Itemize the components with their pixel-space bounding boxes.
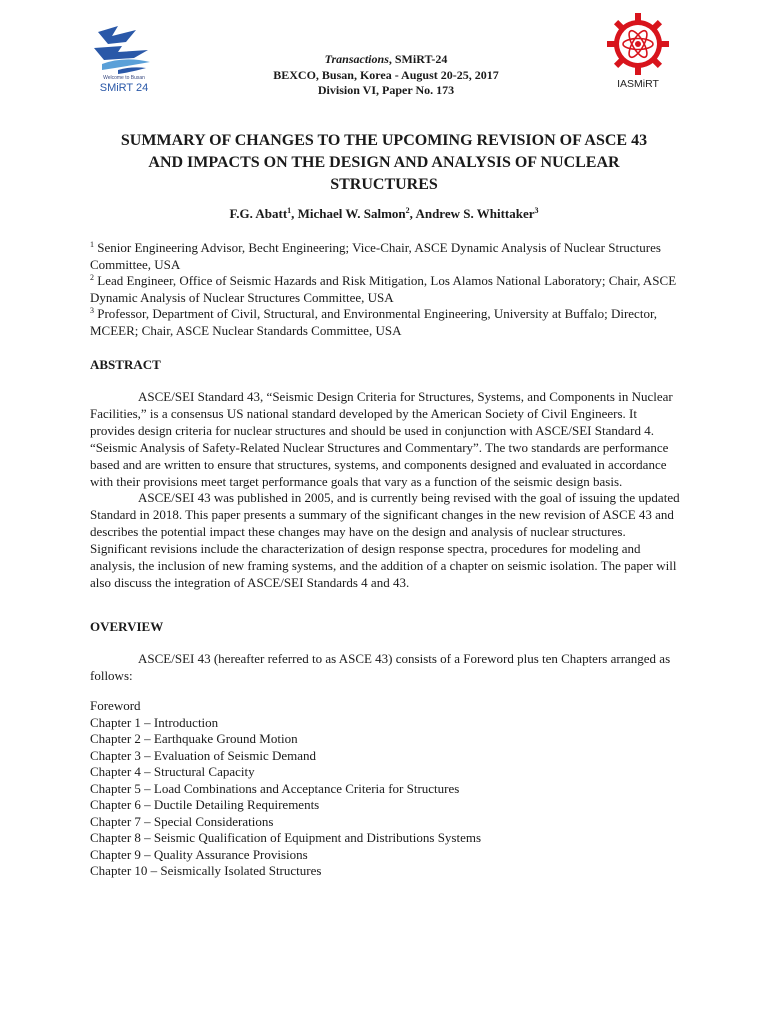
author-separator: , bbox=[291, 206, 298, 221]
title-line: SUMMARY OF CHANGES TO THE UPCOMING REVISION OF ASCE 43 bbox=[120, 132, 648, 149]
chapter-list-item: Foreword bbox=[90, 698, 141, 713]
conference-division: Division VI, Paper No. 173 bbox=[317, 83, 455, 97]
chapter-list bbox=[90, 698, 682, 880]
chapter-list-item: Chapter 4 – Structural Capacity bbox=[90, 764, 255, 780]
chapter-list-item: Chapter 8 – Seismic Qualification of Equipment and Distributions Systems bbox=[90, 830, 482, 846]
atom-gear-emblem-icon bbox=[606, 12, 670, 76]
author-separator: , bbox=[409, 206, 416, 221]
abstract-body bbox=[90, 389, 682, 592]
affiliation-mark: 3 bbox=[90, 306, 94, 315]
logo-name: SMiRT 24 bbox=[99, 82, 149, 94]
affiliation-item bbox=[90, 273, 690, 306]
overview-intro: ASCE/SEI 43 (hereafter referred to as ASCE 43) consists of a Foreword plus ten Chapters arranged as follows: bbox=[90, 651, 671, 683]
chapter-list-item: Chapter 7 – Special Considerations bbox=[90, 813, 274, 829]
chapter-list-item: Chapter 3 – Evaluation of Seismic Demand bbox=[90, 747, 317, 763]
affiliations bbox=[90, 240, 690, 339]
conference-venue: BEXCO, Busan, Korea - August 20-25, 2017 bbox=[273, 67, 499, 82]
affiliation-text: Lead Engineer, Office of Seismic Hazards and Risk Mitigation, Los Alamos National Laboratory; Chair, ASCE Dynamic Analysis of Nuclear Structures Committee, USA bbox=[90, 273, 677, 305]
affiliation-item bbox=[90, 240, 690, 273]
affiliation-text: Professor, Department of Civil, Structural, and Environmental Engineering, University at Buffalo; Director, MCEER; Chair, ASCE Nuclear Standards Committee, USA bbox=[90, 306, 657, 338]
affiliation-mark: 1 bbox=[90, 240, 94, 249]
chapter-list-item: Chapter 6 – Ductile Detailing Requirements bbox=[90, 797, 320, 813]
conference-header bbox=[230, 52, 542, 99]
affiliation-text: Senior Engineering Advisor, Becht Engineering; Vice-Chair, ASCE Dynamic Analysis of Nuclear Structures Committee, USA bbox=[90, 240, 661, 272]
smirt24-logo bbox=[88, 22, 160, 102]
author-affil-mark: 2 bbox=[405, 206, 410, 215]
chapter-list-item: Chapter 9 – Quality Assurance Provisions bbox=[90, 846, 308, 862]
logo-tagline: Welcome to Busan bbox=[103, 75, 145, 81]
author-name: Michael W. Salmon bbox=[297, 206, 406, 221]
abstract-paragraph: ASCE/SEI 43 was published in 2005, and is currently being revised with the goal of issuing the updated Standard in 2018. This paper presents a summary of the significant changes in the new revision of ASCE 43 and describes the potential impact these changes may have on the design and analysis of nuclear structures. Significant revisions include the characterization of design response spectra, procedures for modeling and analysis, the inclusion of new framing systems, and the addition of a chapter on seismic isolation. The paper will also discuss the integration of ASCE/SEI Standards 4 and 43. bbox=[90, 490, 680, 590]
chapter-list-item: Chapter 10 – Seismically Isolated Structures bbox=[90, 863, 322, 879]
conference-series-line bbox=[230, 52, 542, 68]
author-affil-mark: 3 bbox=[534, 206, 539, 215]
chapter-list-item: Chapter 5 – Load Combinations and Acceptance Criteria for Structures bbox=[90, 780, 460, 796]
overview-heading: OVERVIEW bbox=[90, 619, 164, 634]
abstract-heading: ABSTRACT bbox=[90, 357, 161, 372]
author-name: F.G. Abatt bbox=[229, 206, 288, 221]
conference-edition: , SMiRT-24 bbox=[388, 52, 448, 66]
author-name: Andrew S. Whittaker bbox=[415, 206, 535, 221]
conference-series: Transactions bbox=[324, 52, 389, 66]
chapter-list-item: Chapter 2 – Earthquake Ground Motion bbox=[90, 731, 298, 747]
title-line: STRUCTURES bbox=[330, 176, 438, 193]
smirt24-emblem-icon bbox=[88, 22, 160, 76]
iasmirt-name: IASMiRT bbox=[617, 78, 659, 90]
paper-title bbox=[70, 130, 698, 196]
abstract-paragraph: ASCE/SEI Standard 43, “Seismic Design Criteria for Structures, Systems, and Components in Nuclear Facilities,” is a consensus US national standard developed by the American Society of Civil Engineers. It provides design criteria for nuclear structures and should be used in conjunction with ASCE/SEI Standard 4. “Seismic Analysis of Safety-Related Nuclear Structures and Commentary”. The two standards are performance based and are written to ensure that structures, systems, and components designed and evaluated in accordance with their provisions meet target performance goals that vary as a function of the seismic design basis. bbox=[90, 389, 673, 489]
author-affil-mark: 1 bbox=[287, 206, 292, 215]
author-list bbox=[100, 206, 668, 222]
affiliation-item bbox=[90, 306, 690, 339]
iasmirt-logo bbox=[606, 12, 670, 102]
title-line: AND IMPACTS ON THE DESIGN AND ANALYSIS OF NUCLEAR bbox=[148, 154, 620, 171]
chapter-list-item: Chapter 1 – Introduction bbox=[90, 714, 219, 730]
affiliation-mark: 2 bbox=[90, 273, 94, 282]
